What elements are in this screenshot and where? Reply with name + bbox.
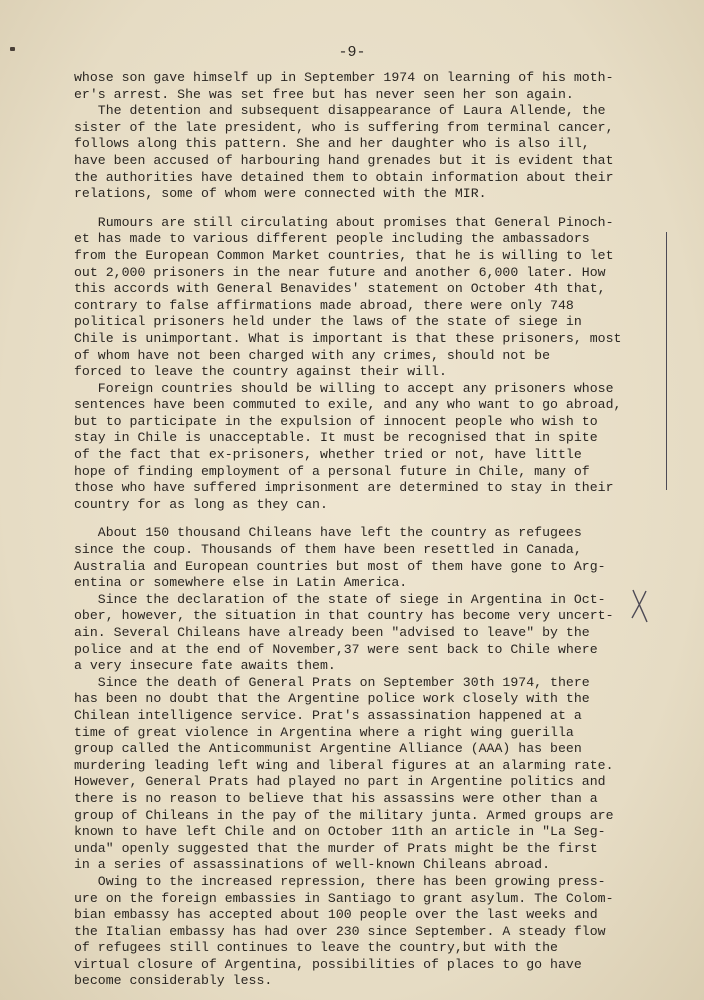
text-line: group of Chileans in the pay of the military junta. Armed groups are xyxy=(74,807,614,823)
text-line: relations, some of whom were connected with the MIR. xyxy=(74,186,487,202)
text-line: sister of the late president, who is suffering from terminal cancer, xyxy=(74,119,614,135)
text-line: the Italian embassy has had over 230 since September. A steady flow xyxy=(74,923,606,939)
handwritten-cross-mark xyxy=(630,588,650,624)
text-line: of refugees still continues to leave the country,but with the xyxy=(74,940,558,956)
paragraph xyxy=(74,215,674,381)
paragraph xyxy=(74,103,674,203)
text-line: murdering leading left wing and liberal figures at an alarming rate. xyxy=(74,757,614,773)
paragraph xyxy=(74,70,674,103)
text-line: Chilean intelligence service. Prat's assassination happened at a xyxy=(74,707,582,723)
text-line: whose son gave himself up in September 1974 on learning of his moth- xyxy=(74,70,614,85)
text-line: known to have left Chile and on October 11th an article in "La Seg- xyxy=(74,824,606,840)
text-line: of the fact that ex-prisoners, whether tried or not, have little xyxy=(74,447,582,463)
text-line: contrary to false affirmations made abroad, there were only 748 xyxy=(74,297,574,313)
text-line: political prisoners held under the laws of the state of siege in xyxy=(74,314,582,330)
text-line: forced to leave the country against their will. xyxy=(74,364,447,380)
paragraph-gap xyxy=(74,513,674,525)
text-line: unda" openly suggested that the murder of Prats might be the first xyxy=(74,840,598,856)
text-line: et has made to various different people including the ambassadors xyxy=(74,231,590,247)
text-line: er's arrest. She was set free but has never seen her son again. xyxy=(74,86,574,102)
text-line: have been accused of harbouring hand grenades but it is evident that xyxy=(74,152,614,168)
text-line: since the coup. Thousands of them have been resettled in Canada, xyxy=(74,542,582,558)
text-line: police and at the end of November,37 were sent back to Chile where xyxy=(74,641,598,657)
text-line: has been no doubt that the Argentine police work closely with the xyxy=(74,691,590,707)
text-line: time of great violence in Argentina where a right wing guerilla xyxy=(74,724,574,740)
text-line: ober, however, the situation in that country has become very uncert- xyxy=(74,608,614,624)
paragraph xyxy=(74,525,674,591)
text-line: out 2,000 prisoners in the near future and another 6,000 later. How xyxy=(74,264,606,280)
text-line: Rumours are still circulating about promises that General Pinoch- xyxy=(74,214,614,230)
margin-bracket-mark xyxy=(666,232,671,490)
text-line: The detention and subsequent disappearance of Laura Allende, the xyxy=(74,103,606,119)
text-line: virtual closure of Argentina, possibilities of places to go have xyxy=(74,956,582,972)
paragraph-gap xyxy=(74,203,674,215)
text-line: a very insecure fate awaits them. xyxy=(74,658,336,674)
text-line: in a series of assassinations of well-known Chileans abroad. xyxy=(74,857,551,873)
text-line: bian embassy has accepted about 100 people over the last weeks and xyxy=(74,907,598,923)
text-line: group called the Anticommunist Argentine Alliance (AAA) has been xyxy=(74,741,582,757)
text-line: Australia and European countries but most of them have gone to Arg- xyxy=(74,558,606,574)
text-line: ain. Several Chileans have already been "advised to leave" by the xyxy=(74,625,590,640)
text-line: Foreign countries should be willing to accept any prisoners whose xyxy=(74,380,614,396)
text-line: there is no reason to believe that his assassins were other than a xyxy=(74,790,598,806)
page-number: -9- xyxy=(338,44,366,61)
paragraph xyxy=(74,874,674,990)
paragraph xyxy=(74,381,674,514)
text-line: entina or somewhere else in Latin America. xyxy=(74,575,408,591)
text-line: those who have suffered imprisonment are determined to stay in their xyxy=(74,480,614,496)
text-line: ure on the foreign embassies in Santiago to grant asylum. The Colom- xyxy=(74,890,614,906)
text-line: Owing to the increased repression, there has been growing press- xyxy=(74,873,606,889)
paragraph xyxy=(74,592,674,675)
text-line: sentences have been commuted to exile, and any who want to go abroad, xyxy=(74,397,622,413)
text-line: Since the death of General Prats on September 30th 1974, there xyxy=(74,674,590,690)
body-text xyxy=(74,70,674,990)
text-line: but to participate in the expulsion of innocent people who wish to xyxy=(74,413,598,429)
text-line: of whom have not been charged with any crimes, should not be xyxy=(74,347,551,363)
text-line: this accords with General Benavides' statement on October 4th that, xyxy=(74,281,606,297)
text-line: country for as long as they can. xyxy=(74,496,328,512)
text-line: However, General Prats had played no part in Argentine politics and xyxy=(74,774,606,790)
paragraph xyxy=(74,675,674,874)
text-line: from the European Common Market countries, that he is willing to let xyxy=(74,247,614,263)
text-line: become considerably less. xyxy=(74,973,273,989)
text-line: hope of finding employment of a personal future in Chile, many of xyxy=(74,463,590,479)
text-line: the authorities have detained them to obtain information about their xyxy=(74,169,614,185)
text-line: About 150 thousand Chileans have left the country as refugees xyxy=(74,525,582,541)
text-line: Chile is unimportant. What is important is that these prisoners, most xyxy=(74,330,622,346)
text-line: follows along this pattern. She and her daughter who is also ill, xyxy=(74,136,590,152)
text-line: stay in Chile is unacceptable. It must be recognised that in spite xyxy=(74,430,598,446)
text-line: Since the declaration of the state of siege in Argentina in Oct- xyxy=(74,591,606,607)
